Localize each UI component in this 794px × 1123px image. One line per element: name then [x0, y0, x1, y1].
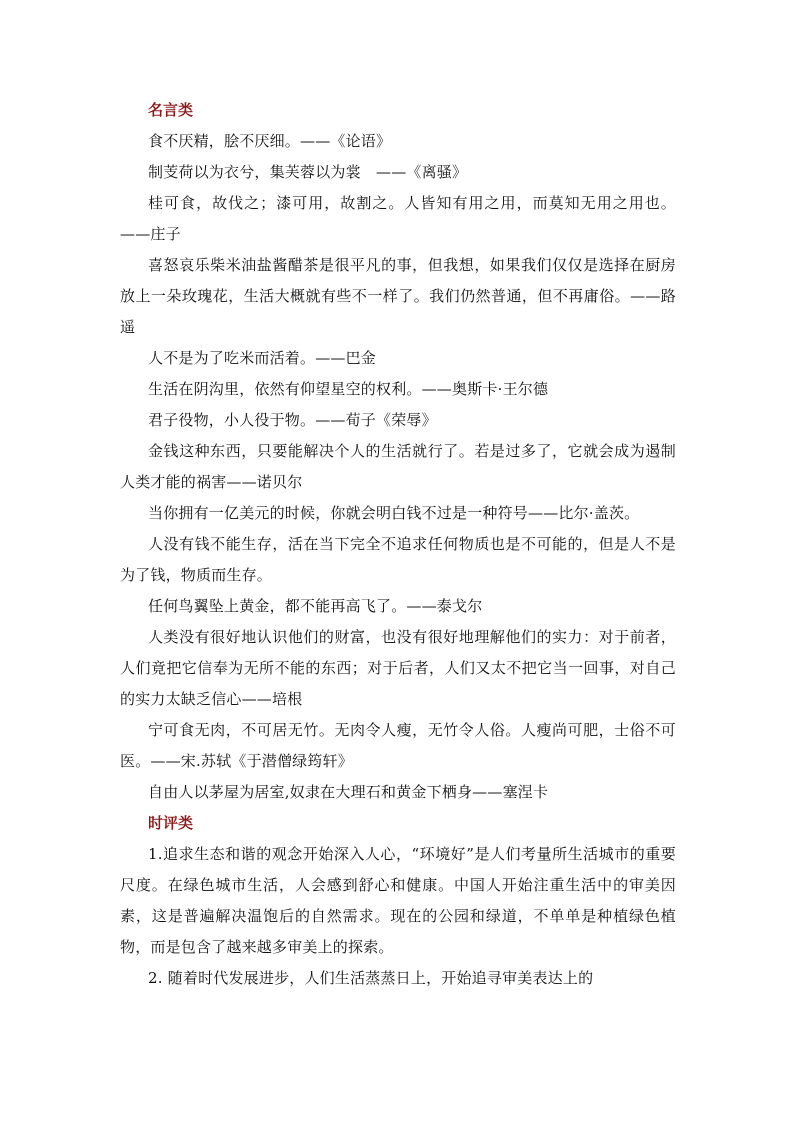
commentary-paragraph: 2. 随着时代发展进步，人们生活蒸蒸日上，开始追寻审美表达上的 [148, 969, 594, 987]
quote-paragraph: 桂可食，故伐之；漆可用，故割之。人皆知有用之用，而莫知无用之用也。——庄子 [120, 194, 676, 243]
commentary-paragraph: 1.追求生态和谐的观念开始深入人心，“环境好”是人们考量所生活城市的重要尺度。在绿色城市生活，人会感到舒心和健康。中国人开始注重生活中的审美因素，这是普遍解决温饱后的自然需求。现在的公园和绿道，不单单是种植绿色植物，而是包含了越来越多审美上的探索。 [120, 845, 676, 956]
quote-paragraph: 金钱这种东西，只要能解决个人的生活就行了。若是过多了，它就会成为遏制人类才能的祸害——诺贝尔 [120, 442, 676, 491]
quote-paragraph: 人没有钱不能生存，活在当下完全不追求任何物质也是不可能的，但是人不是为了钱，物质而生存。 [120, 535, 676, 584]
quote-paragraph: 当你拥有一亿美元的时候，你就会明白钱不过是一种符号——比尔·盖茨。 [148, 504, 640, 522]
section-heading-quotes: 名言类 [148, 101, 194, 119]
section-heading-commentary: 时评类 [148, 814, 194, 832]
quote-paragraph: 君子役物，小人役于物。——荀子《荣辱》 [148, 411, 437, 429]
quote-paragraph: 制芰荷以为衣兮，集芙蓉以为裳 ——《离骚》 [148, 163, 468, 181]
document-page [120, 95, 676, 994]
quote-paragraph: 生活在阴沟里，依然有仰望星空的权利。——奥斯卡·王尔德 [148, 380, 549, 398]
quote-paragraph: 人类没有很好地认识他们的财富，也没有很好地理解他们的实力：对于前者，人们竟把它信奉为无所不能的东西；对于后者，人们又太不把它当一回事，对自己的实力太缺乏信心——培根 [120, 628, 676, 708]
quote-paragraph: 喜怒哀乐柴米油盐酱醋茶是很平凡的事，但我想，如果我们仅仅是选择在厨房放上一朵玫瑰花，生活大概就有些不一样了。我们仍然普通，但不再庸俗。——路遥 [120, 256, 676, 336]
quote-paragraph: 宁可食无肉，不可居无竹。无肉令人瘦，无竹令人俗。人瘦尚可肥，士俗不可医。——宋.苏轼《于潜僧绿筠轩》 [120, 721, 676, 770]
quote-paragraph: 人不是为了吃米而活着。——巴金 [148, 349, 377, 367]
quote-paragraph: 食不厌精，脍不厌细。——《论语》 [148, 132, 392, 150]
quote-paragraph: 自由人以茅屋为居室,奴隶在大理石和黄金下栖身——塞涅卡 [148, 783, 549, 801]
quote-paragraph: 任何鸟翼坠上黄金，都不能再高飞了。——泰戈尔 [148, 597, 483, 615]
